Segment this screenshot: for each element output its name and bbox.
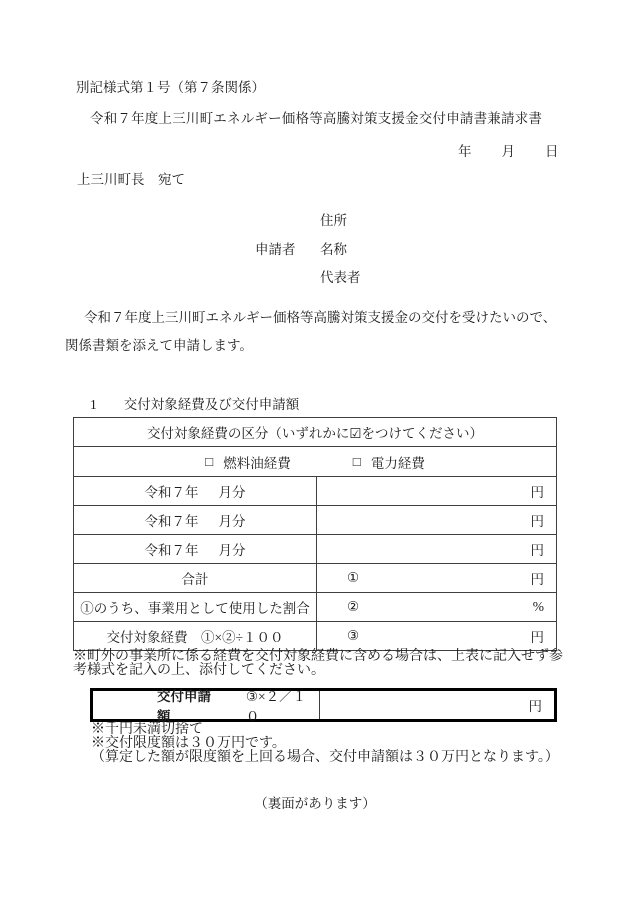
month-label-cell — [74, 506, 317, 534]
applicant-address-label: 住所 — [320, 213, 347, 228]
month-label: 月 — [501, 144, 515, 159]
category-header-text: 交付対象経費の区分（いずれかに☑をつけてください） — [146, 426, 484, 441]
request-amount-formula: ③×２／１０ — [245, 689, 307, 724]
limit-detail-note: （算定した額が限度額を上回る場合、交付申請額は３０万円となります。） — [91, 750, 559, 765]
request-amount-table — [90, 688, 557, 722]
amount-input-cell[interactable] — [317, 506, 556, 534]
era-label: 令和７年 — [144, 485, 199, 500]
unit-label: 円 — [530, 485, 544, 500]
out-of-town-note-line2: 考様式を記入の上、添付してください。 — [73, 663, 325, 678]
circled-mark-3: ③ — [347, 628, 360, 643]
ratio-label: ①のうち、事業用として使用した割合 — [80, 601, 310, 616]
request-amount-label: 交付申請額 — [157, 689, 211, 724]
applicant-label: 申請者 — [255, 242, 296, 257]
era-label: 令和７年 — [144, 543, 199, 558]
business-ratio-row — [74, 592, 556, 621]
category-header-row — [74, 418, 556, 446]
target-expense-label: 交付対象経費 ①×②÷１００ — [106, 630, 284, 645]
year-label: 年 — [458, 144, 472, 159]
amount-input-cell[interactable] — [317, 477, 556, 505]
total-label: 合計 — [181, 572, 209, 587]
month-suffix: 月分 — [218, 543, 246, 558]
rounding-note: ※千円未満切捨て — [91, 722, 203, 737]
target-expense-row — [74, 621, 556, 650]
total-input-cell[interactable] — [317, 564, 556, 592]
target-expense-label-cell — [74, 622, 317, 650]
unit-label: 円 — [530, 543, 544, 558]
body-text-line2: 関係書類を添えて申請します。 — [65, 338, 253, 353]
electric-cost-label: 電力経費 — [370, 455, 425, 471]
limit-note: ※交付限度額は３０万円です。 — [91, 736, 286, 751]
addressee: 上三川町長 宛て — [77, 172, 185, 187]
ratio-label-cell — [74, 593, 317, 621]
unit-label: 円 — [530, 572, 544, 587]
fuel-cost-checkbox[interactable] — [205, 452, 291, 472]
total-row — [74, 563, 556, 592]
ratio-input-cell[interactable] — [317, 593, 556, 621]
checkbox-icon: □ — [205, 453, 214, 469]
applicant-representative-label: 代表者 — [320, 270, 361, 285]
total-label-cell — [74, 564, 317, 592]
unit-label: % — [532, 599, 544, 614]
checkbox-row — [74, 446, 556, 476]
applicant-name-label: 名称 — [320, 242, 347, 257]
out-of-town-note-line1: ※町外の事業所に係る経費を交付対象経費に含める場合は、上表に記入せず参 — [73, 649, 563, 664]
month-expense-row-1 — [74, 476, 556, 505]
section1-heading: 1 交付対象経費及び交付申請額 — [90, 397, 300, 412]
form-number: 別記様式第１号（第７条関係） — [76, 80, 265, 95]
month-label-cell — [74, 477, 317, 505]
unit-label: 円 — [530, 630, 544, 645]
unit-label: 円 — [528, 699, 542, 714]
circled-mark-1: ① — [347, 570, 360, 585]
month-suffix: 月分 — [218, 485, 246, 500]
request-amount-notes — [91, 723, 559, 765]
back-side-note: （裏面があります） — [254, 796, 376, 811]
fuel-cost-label: 燃料油経費 — [223, 455, 291, 471]
amount-input-cell[interactable] — [317, 535, 556, 563]
month-label-cell — [74, 535, 317, 563]
day-label: 日 — [545, 144, 559, 159]
date-line[interactable] — [458, 140, 559, 160]
month-expense-row-2 — [74, 505, 556, 534]
circled-mark-2: ② — [347, 599, 360, 614]
month-expense-row-3 — [74, 534, 556, 563]
body-text-line1: 令和７年度上三川町エネルギー価格等高騰対策支援金の交付を受けたいので、 — [84, 310, 557, 325]
expense-table — [73, 417, 557, 651]
page-title: 令和７年度上三川町エネルギー価格等高騰対策支援金交付申請書兼請求書 — [90, 111, 543, 126]
month-suffix: 月分 — [218, 514, 246, 529]
era-label: 令和７年 — [144, 514, 199, 529]
out-of-town-note — [73, 650, 563, 678]
request-amount-label-cell — [93, 689, 320, 724]
checkbox-icon: □ — [352, 453, 361, 469]
request-amount-input-cell[interactable] — [320, 691, 554, 719]
unit-label: 円 — [530, 514, 544, 529]
electric-cost-checkbox[interactable] — [353, 452, 425, 472]
target-expense-input-cell[interactable] — [317, 622, 556, 650]
